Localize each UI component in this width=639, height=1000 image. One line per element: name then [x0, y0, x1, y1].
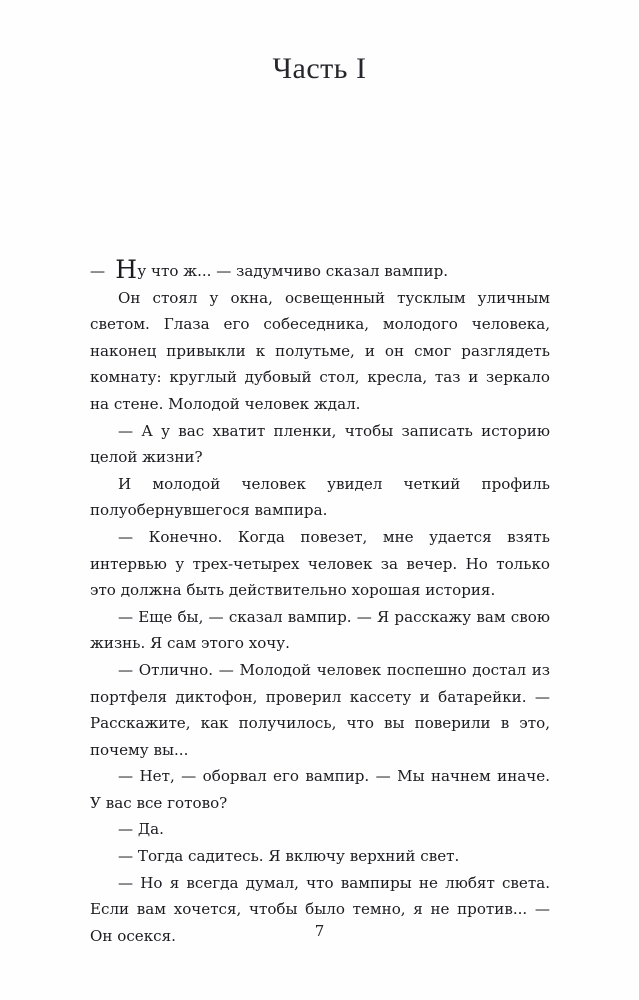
body-text-block: [90, 254, 550, 949]
paragraph-dialogue: — Да.: [118, 820, 164, 839]
part-title: Часть I: [272, 52, 367, 85]
paragraph-dialogue: — Нет, — оборвал его вампир. — Мы начнем иначе. У вас все готово?: [90, 767, 550, 812]
paragraph-opening: [90, 254, 550, 285]
page-number: 7: [314, 922, 325, 940]
paragraph-text: у что ж... — задумчиво сказал вампир.: [137, 262, 449, 280]
paragraph-narration: Он стоял у окна, освещенный тусклым уличным светом. Глаза его собеседника, молодого человека, наконец привыкли к полутьме, и он смог разглядеть комнату: круглый дубовый стол, кресла, таз и зеркало на стене. Молодой человек ждал.: [90, 288, 550, 413]
paragraph-narration: И молодой человек увидел четкий профиль полуобернувшегося вампира.: [90, 474, 550, 520]
paragraph-dialogue: — Конечно. Когда повезет, мне удается взять интервью у трех-четырех человек за вечер. Но только это должна быть действительно хорошая история.: [90, 527, 550, 600]
paragraph-dialogue: — Тогда садитесь. Я включу верхний свет.: [118, 847, 460, 866]
em-dash: —: [90, 262, 106, 280]
paragraph-dialogue: — А у вас хватит пленки, чтобы записать историю целой жизни?: [90, 421, 550, 467]
paragraph-dialogue: — Но я всегда думал, что вампиры не любят света. Если вам хочется, чтобы было темно, я не против... — Он осекся.: [90, 873, 550, 945]
initial-cap: Н: [115, 254, 138, 284]
paragraph-dialogue: — Отлично. — Молодой человек поспешно достал из портфеля диктофон, проверил кассету и батарейки. — Расскажите, как получилось, что вы поверили в это, почему вы...: [90, 660, 550, 759]
paragraph-dialogue: — Еще бы, — сказал вампир. — Я расскажу вам свою жизнь. Я сам этого хочу.: [90, 607, 550, 653]
